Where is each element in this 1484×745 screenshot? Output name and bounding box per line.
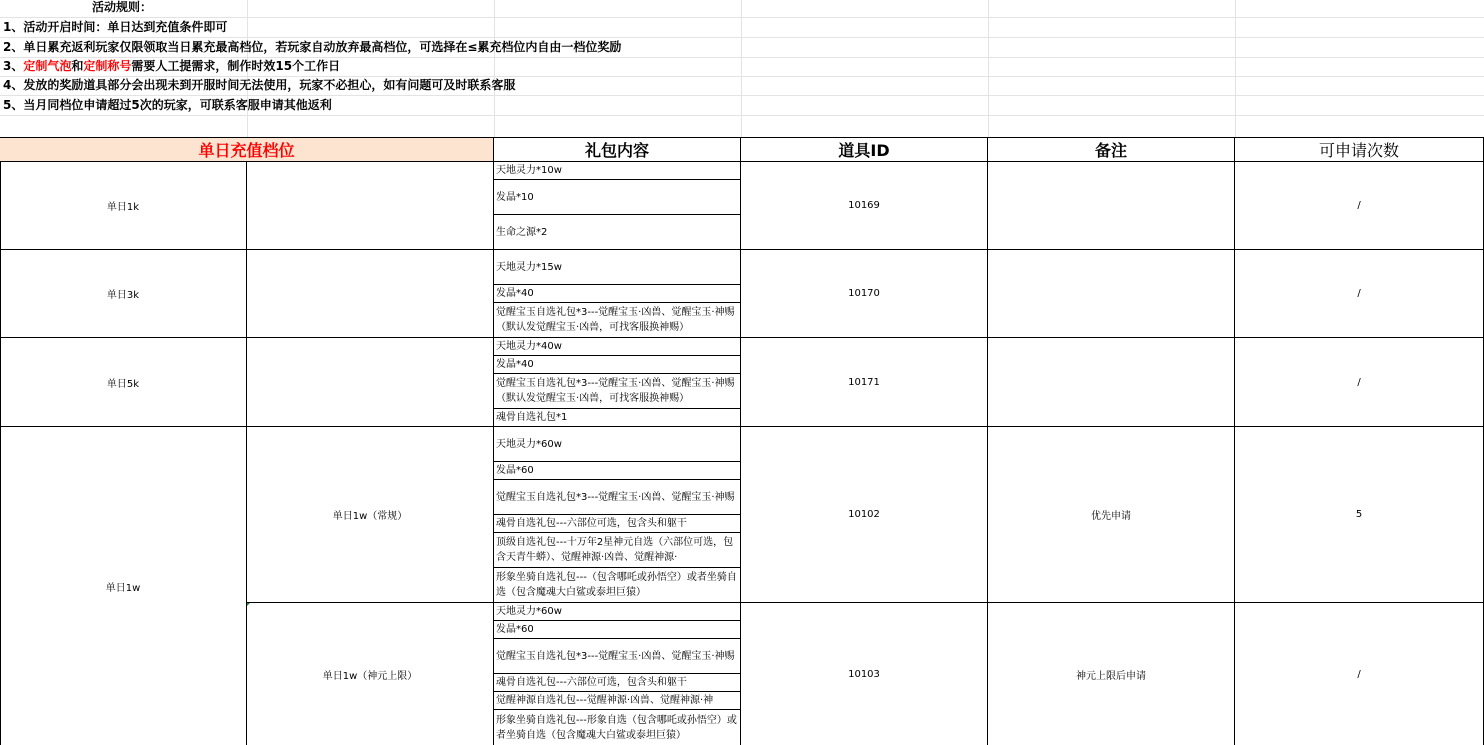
tier-cell[interactable]: 单日1k [0, 162, 247, 250]
gift-item[interactable]: 发晶*40 [494, 285, 741, 303]
tier-cell[interactable]: 单日5k [0, 338, 247, 427]
sub-tier-cell[interactable]: 单日1w（常规） [247, 427, 494, 603]
tier-cell[interactable]: 单日3k [0, 250, 247, 338]
rule-3-mid: 和 [71, 59, 84, 73]
gift-item[interactable]: 发晶*60 [494, 462, 741, 480]
sub-tier-cell[interactable] [247, 162, 494, 250]
gift-item[interactable]: 觉醒神源自选礼包---觉醒神源·凶兽、觉醒神源·神 [494, 692, 741, 710]
gift-item[interactable]: 觉醒宝玉自选礼包*3---觉醒宝玉·凶兽、觉醒宝玉·神赐（默认发觉醒宝玉·凶兽，可找客服换神赐） [494, 303, 741, 338]
item-id-cell[interactable]: 10171 [741, 338, 988, 427]
count-cell[interactable]: / [1235, 603, 1484, 745]
header-tier[interactable]: 单日充值档位 [0, 138, 494, 162]
gift-item[interactable]: 天地灵力*10w [494, 162, 741, 180]
header-note[interactable]: 备注 [988, 138, 1235, 162]
count-cell[interactable]: / [1235, 250, 1484, 338]
gift-item[interactable]: 发晶*40 [494, 356, 741, 374]
gift-item[interactable]: 天地灵力*15w [494, 250, 741, 285]
header-content[interactable]: 礼包内容 [494, 138, 741, 162]
header-count[interactable]: 可申请次数 [1235, 138, 1484, 162]
gift-item[interactable]: 觉醒宝玉自选礼包*3---觉醒宝玉·凶兽、觉醒宝玉·神赐 [494, 639, 741, 674]
gridline [988, 0, 989, 137]
item-id-cell[interactable]: 10169 [741, 162, 988, 250]
gift-item[interactable]: 魂骨自选礼包---六部位可选，包含头和躯干 [494, 515, 741, 533]
header-item-id[interactable]: 道具ID [741, 138, 988, 162]
gridline [1235, 0, 1236, 137]
sub-tier-cell[interactable] [247, 250, 494, 338]
count-cell[interactable]: 5 [1235, 427, 1484, 603]
note-cell[interactable]: 优先申请 [988, 427, 1235, 603]
gift-item[interactable]: 觉醒宝玉自选礼包*3---觉醒宝玉·凶兽、觉醒宝玉·神赐（默认发觉醒宝玉·凶兽，可找客服换神赐） [494, 374, 741, 409]
item-id-cell[interactable]: 10103 [741, 603, 988, 745]
note-cell[interactable] [988, 338, 1235, 427]
gridline [0, 115, 1484, 116]
item-id-cell[interactable]: 10102 [741, 427, 988, 603]
gift-item[interactable]: 发晶*10 [494, 180, 741, 215]
note-cell[interactable] [988, 250, 1235, 338]
item-id-cell[interactable]: 10170 [741, 250, 988, 338]
rule-3-prefix: 3、 [3, 59, 24, 73]
gift-item[interactable]: 魂骨自选礼包---六部位可选，包含头和躯干 [494, 674, 741, 692]
gift-item[interactable]: 魂骨自选礼包*1 [494, 409, 741, 427]
gift-item[interactable]: 顶级自选礼包---十万年2星神元自选（六部位可选，包含天青牛蟒）、觉醒神源·凶兽、觉醒神源· [494, 533, 741, 568]
gift-item[interactable]: 天地灵力*60w [494, 603, 741, 621]
rule-4: 4、发放的奖励道具部分会出现未到开服时间无法使用，玩家不必担心，如有问题可及时联系客服 [3, 78, 516, 92]
gift-item[interactable]: 形象坐骑自选礼包---形象自选（包含哪吒或孙悟空）或者坐骑自选（包含魔魂大白鲨或泰坦巨猿） [494, 710, 741, 745]
rules-title: 活动规则： [92, 0, 153, 14]
rule-3-highlight-bubble: 定制气泡 [23, 59, 72, 73]
gift-item[interactable]: 天地灵力*60w [494, 427, 741, 462]
rule-3-suffix: 需要人工提需求，制作时效15个工作日 [131, 59, 341, 73]
note-cell[interactable]: 神元上限后申请 [988, 603, 1235, 745]
rule-5: 5、当月同档位申请超过5次的玩家，可联系客服申请其他返利 [3, 98, 332, 112]
count-cell[interactable]: / [1235, 338, 1484, 427]
gift-item[interactable]: 觉醒宝玉自选礼包*3---觉醒宝玉·凶兽、觉醒宝玉·神赐 [494, 480, 741, 515]
note-cell[interactable] [988, 162, 1235, 250]
rule-2: 2、单日累充返利玩家仅限领取当日累充最高档位，若玩家自动放弃最高档位，可选择在≤累充档位内自由一档位奖励 [3, 40, 622, 54]
gift-item[interactable]: 生命之源*2 [494, 215, 741, 250]
rule-3-highlight-title: 定制称号 [83, 59, 132, 73]
gridline [494, 0, 495, 137]
gift-item[interactable]: 形象坐骑自选礼包---（包含哪吒或孙悟空）或者坐骑自选（包含魔魂大白鲨或泰坦巨猿） [494, 568, 741, 603]
sub-tier-cell[interactable] [247, 338, 494, 427]
tier-cell[interactable]: 单日1w [0, 427, 247, 745]
gift-item[interactable]: 天地灵力*40w [494, 338, 741, 356]
rule-1: 1、活动开启时间：单日达到充值条件即可 [3, 20, 228, 34]
gridline [741, 0, 742, 137]
rule-3 [3, 57, 340, 75]
sub-tier-cell[interactable]: 单日1w（神元上限） [247, 603, 494, 745]
count-cell[interactable]: / [1235, 162, 1484, 250]
gift-item[interactable]: 发晶*60 [494, 621, 741, 639]
